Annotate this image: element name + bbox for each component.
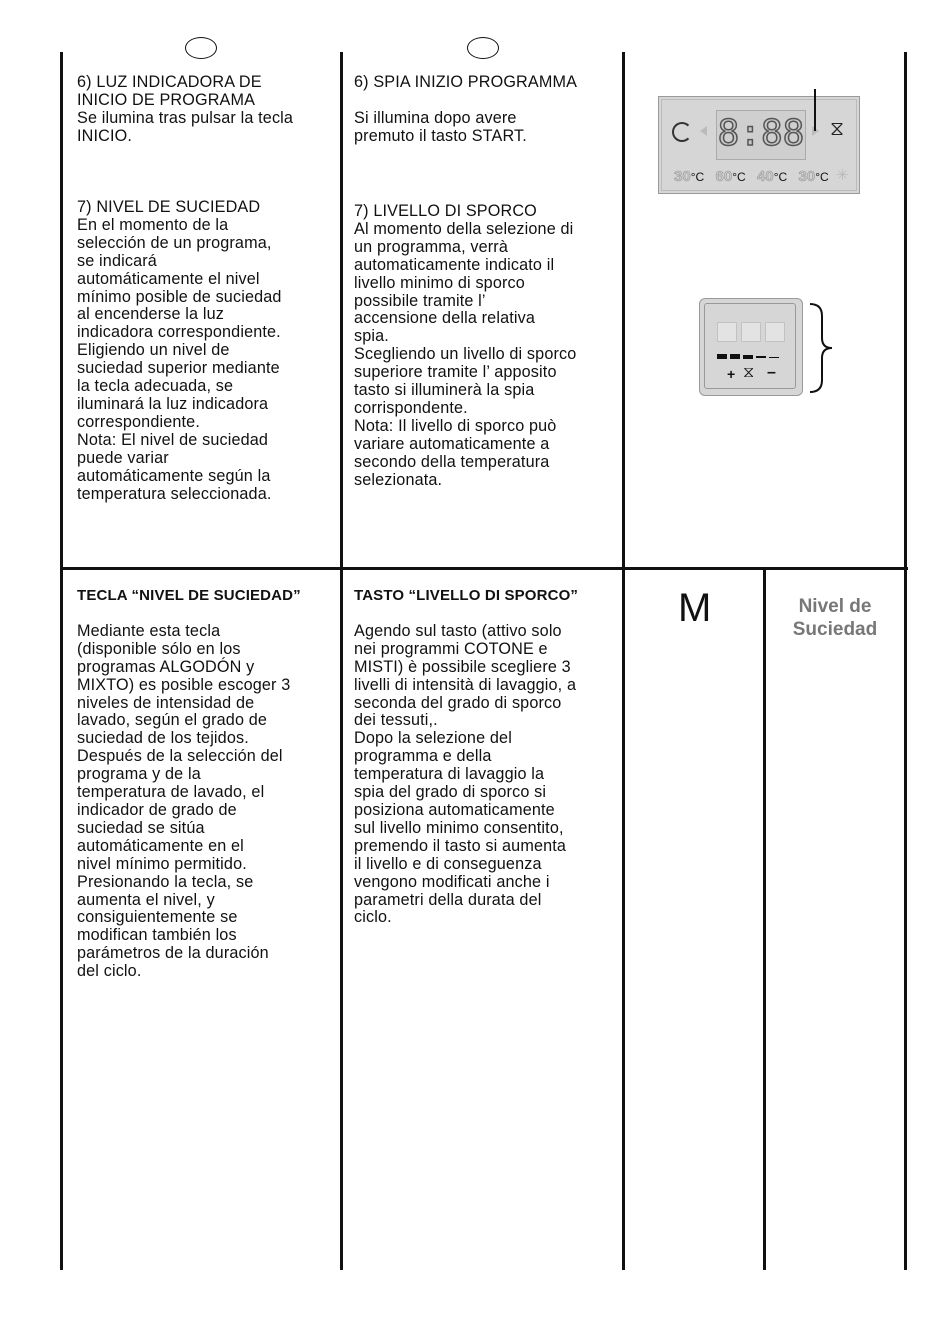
it-s7-line: spia. [354,327,389,346]
it-s6-body-1: Si illumina dopo avere [354,108,517,127]
temperature-indicator [799,168,829,185]
es-s7-line: temperatura seleccionada. [77,484,272,503]
es-key-line: lavado, según el grado de [77,711,268,730]
es-s6-body-2: INICIO. [77,126,133,145]
it-s7-line: accensione della relativa [354,309,536,328]
es-s7-line: Eligiendo un nivel de [77,341,230,360]
es-key-line: nivel mínimo permitido. [77,854,247,873]
column-rule-3 [622,52,625,1270]
it-s6-title: 6) SPIA INIZIO PROGRAMMA [354,73,578,91]
it-key-line: posiziona automaticamente [354,800,555,819]
temperature-unit: °C [815,170,829,184]
it-key-line: spia del grado di sporco si [354,783,547,802]
language-circle-it [467,37,499,59]
it-key-line: ciclo. [354,908,392,927]
column-rule-4 [763,570,766,1270]
it-section-6 [354,74,618,146]
snowflake-icon: ✳ [836,167,849,184]
column-rule-2 [340,52,343,1270]
it-key-line: Dopo la selezione del [354,729,512,748]
it-key-line: livelli di intensità di lavaggio, a [354,675,577,694]
es-s7-line: indicadora correspondiente. [77,323,281,342]
display-panel [658,96,860,194]
temperature-value: 30 [798,168,816,185]
es-key-line: Presionando la tecla, se [77,872,254,891]
es-s7-line: iluminará la luz indicadora [77,394,269,413]
it-s7-line: superiore tramite l’ apposito [354,363,557,382]
it-s7-line: automaticamente indicato il [354,255,555,274]
it-key-line: nei programmi COTONE e [354,639,548,658]
it-key-line: il livello e di conseguenza [354,854,542,873]
es-s7-line: 7) NIVEL DE SUCIEDAD [77,198,261,216]
side-label-2: Suciedad [792,619,878,640]
it-key-line: programma e della [354,747,492,766]
shirt-clean-icon [765,322,785,342]
temperature-indicator [757,168,787,185]
it-key-line: vengono modificati anche i [354,872,550,891]
es-key-line: Mediante esta tecla [77,621,221,640]
side-label-1: Nivel de [798,596,872,617]
es-key-title: TECLA “NIVEL DE SUCIEDAD” [77,587,301,604]
soil-level-panel [699,298,803,396]
es-key-line: modifican también los [77,926,237,945]
time-display [716,110,806,160]
es-key-section [77,587,335,981]
it-s7-line: variare automaticamente a [354,434,550,453]
column-rule-5 [904,52,907,1270]
it-s7-line: un programma, verrà [354,237,508,256]
it-key-line: seconda del grado di sporco [354,693,562,712]
es-key-line: parámetros de la duración [77,944,269,963]
hourglass-icon: ⧖ [830,118,845,140]
soil-bar-2 [730,354,740,359]
minus-icon: – [767,364,776,381]
es-s7-line: puede variar [77,448,169,467]
section-letter: M [678,586,712,630]
it-s7-line: selezionata. [354,470,443,489]
soil-bar-3 [743,355,753,359]
es-key-line: MIXTO) es posible escoger 3 [77,675,291,694]
plus-icon: + [727,366,736,382]
soil-bar-4 [756,356,766,358]
es-s6-title-1: 6) LUZ INDICADORA DE [77,73,262,91]
section-divider [62,567,908,570]
es-key-line: aumenta el nivel, y [77,890,215,909]
es-s7-line: Nota: El nivel de suciedad [77,430,269,449]
it-s7-line: tasto si illuminerà la spia [354,381,535,400]
es-s7-line: la tecla adecuada, se [77,377,234,396]
es-key-line: suciedad de los tejidos. [77,729,249,748]
shirt-medium-icon [741,322,761,342]
es-s7-line: automáticamente según la [77,466,271,485]
temperature-unit: °C [773,170,788,184]
es-s7-line: correspondiente. [77,412,200,431]
es-section-7 [77,199,335,503]
es-key-line: Después de la selección del [77,747,283,766]
arrow-left-icon [700,126,707,136]
it-s6-body-2: premuto il tasto START. [354,126,527,145]
it-s7-line: possibile tramite l’ [354,291,486,310]
es-s7-line: selección de un programa, [77,233,272,252]
shirt-dirty-icon [717,322,737,342]
es-key-line: programas ALGODÓN y [77,657,255,676]
temperature-unit: °C [732,170,746,184]
es-s7-line: mínimo posible de suciedad [77,287,282,306]
side-label [770,595,900,641]
it-section-7 [354,203,618,490]
indicator-pointer-line [814,89,816,131]
it-s7-line: Al momento della selezione di [354,219,574,238]
delay-start-icon [672,122,692,142]
it-s7-line: secondo della temperatura [354,452,550,471]
time-digits: 8:88 [717,113,805,154]
es-key-line: programa y de la [77,765,201,784]
es-key-line: indicador de grado de [77,800,237,819]
it-s7-line: 7) LIVELLO DI SPORCO [354,202,537,220]
it-s7-line: Nota: Il livello di sporco può [354,416,557,435]
it-s7-line: Scegliendo un livello di sporco [354,345,577,364]
it-key-section [354,587,618,927]
it-key-line: temperatura di lavaggio la [354,765,545,784]
es-section-6 [77,74,335,146]
temperature-indicator [674,168,704,185]
temperature-value: 60 [715,168,733,185]
temperature-row [674,168,854,185]
es-s7-line: se indicará [77,251,157,270]
es-s7-line: suciedad superior mediante [77,359,280,378]
it-key-line: sul livello minimo consentito, [354,818,564,837]
es-key-line: automáticamente en el [77,836,244,855]
it-key-line: dei tessuti,. [354,711,438,730]
temperature-value: 30 [674,168,691,185]
it-s7-line: corrispondente. [354,398,468,417]
es-s7-line: automáticamente el nivel [77,269,260,288]
it-key-line: Agendo sul tasto (attivo solo [354,621,562,640]
es-key-line: del ciclo. [77,962,142,981]
it-key-line: parametri della durata del [354,890,542,909]
column-rule-1 [60,52,63,1270]
it-key-line: MISTI) è possibile scegliere 3 [354,657,571,676]
es-s7-line: al encenderse la luz [77,305,224,324]
es-s6-title-2: INICIO DE PROGRAMA [77,90,256,109]
language-circle-es [185,37,217,59]
hourglass-icon: ⧖ [743,364,755,381]
it-key-line: premendo il tasto si aumenta [354,836,567,855]
es-key-line: consiguientemente se [77,908,238,927]
soil-bar-1 [717,354,727,359]
temperature-unit: °C [690,170,705,184]
it-s7-line: livello minimo di sporco [354,273,525,292]
es-key-line: temperatura de lavado, el [77,783,265,802]
es-key-line: niveles de intensidad de [77,693,255,712]
temperature-value: 40 [757,168,774,185]
es-key-line: (disponible sólo en los [77,639,241,658]
es-s7-line: En el momento de la [77,215,229,234]
es-key-line: suciedad se sitúa [77,818,205,837]
es-s6-body-1: Se ilumina tras pulsar la tecla [77,108,294,127]
soil-bar-5 [769,357,779,358]
it-key-title: TASTO “LIVELLO DI SPORCO” [354,587,579,604]
curly-brace-icon [806,302,836,394]
temperature-indicator [716,168,746,185]
